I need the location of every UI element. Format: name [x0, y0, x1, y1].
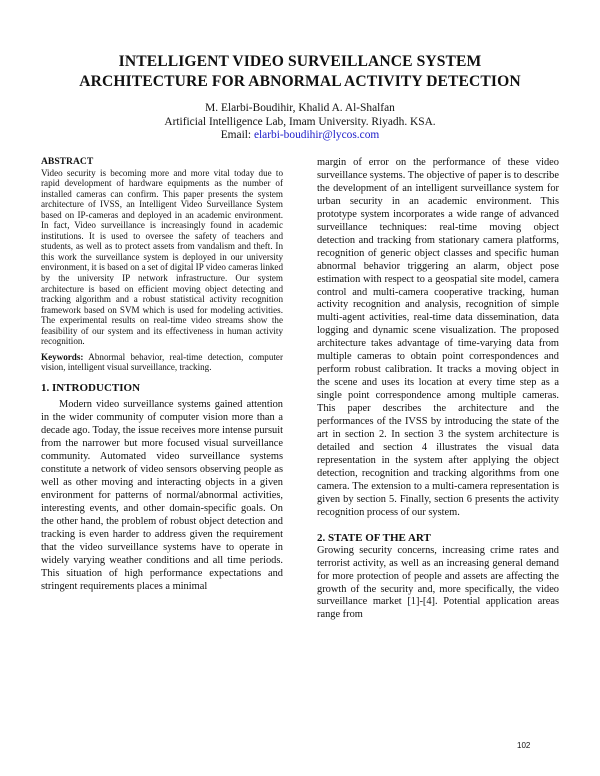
author-block [0, 102, 600, 143]
paper-title [0, 52, 600, 92]
state-of-art-heading: 2. STATE OF THE ART [317, 531, 431, 544]
intro-heading: 1. INTRODUCTION [41, 381, 141, 394]
author-names: M. Elarbi-Boudihir, Khalid A. Al-Shalfan [205, 102, 395, 114]
page-number: 102 [517, 741, 531, 750]
abstract-heading: ABSTRACT [41, 156, 94, 167]
email-label: Email: [220, 129, 252, 142]
title-line-1: INTELLIGENT VIDEO SURVEILLANCE SYSTEM [118, 53, 482, 70]
left-column [41, 157, 283, 594]
author-affiliation: Artificial Intelligence Lab, Imam University. Riyadh. KSA. [164, 115, 436, 128]
intro-body-right: margin of error on the performance of these video surveillance systems. The objective of paper is to describe the development of an intelligent surveillance system for urban security in an academic environment. This prototype system incorporates a wide range of advanced surveillance techniques: real-time moving object detection and tracking from stationary camera platforms, recognition of generic object classes and specific human abnormal behavior triggering an alarm, object pose estimation with respect to a geospatial site model, camera control and multi-camera cooperative tracking, human activity recognition and analysis, recognition of simple multi-agent activities, real-time data dissemination, data logging and dynamic scene visualization. The proposed architecture takes advantage of time-varying data from multiple cameras to obtain point correspondences and perform robust calibration. It tracks a moving object in the scene and uses its location at every time step as a single point correspondence among multiple cameras. This paper describes the architecture and the performances of the IVSS by introducing the state of the art in section 2. In section 3 the system architecture is detailed and section 4 illustrates the visual data representation in the system after applying the object detection, recognition and tracking algorithms from one camera. The extension to a multi-camera representation is given by section 5. Finally, section 6 presents the activity recognition process of our system. [317, 157, 559, 518]
author-email-line [0, 129, 600, 143]
title-line-2: ARCHITECTURE FOR ABNORMAL ACTIVITY DETECTION [79, 73, 521, 90]
keywords-text: Abnormal behavior, real-time detection, computer vision, intelligent visual surveillance, tracking. [41, 351, 283, 373]
state-of-art-body: Growing security concerns, increasing crime rates and terrorist activity, as well as an increasing general demand for more protection of people and assets are affecting the growth of the security and, more specifically, the video surveillance market [1]-[4]. Potential application areas range from [317, 544, 559, 621]
keywords [41, 352, 283, 373]
keywords-label: Keywords: [41, 351, 84, 362]
email-link[interactable]: elarbi-boudihir@lycos.com [253, 129, 380, 142]
intro-body-left: Modern video surveillance systems gained attention in the wider community of computer vision more than a decade ago. Today, the issue receives more intense pursuit from the narrower but more focused visual surveillance community. Automated video surveillance systems constitute a network of video sensors observing people as well as other moving and interacting objects in a given environment for patterns of normal/abnormal activities, interesting events, and other domain-specific goals. On the other hand, the problem of robust object detection and tracking is even harder to address given the requirement that the video surveillance systems have to operate in widely varying weather conditions and all time periods. This situation of high performance expectations and stringent requirements places a minimal [41, 399, 283, 592]
abstract-body: Video security is becoming more and more vital today due to rapid development of hardware equipments as the number of installed cameras can confirm. This paper presents the system architecture of IVSS, an Intelligent Video Surveillance System based on IP-cameras and deployed in an academic environment. In fact, Video surveillance is increasingly found in academic institutions. It is used to oversee the safety of teachers and students, as well as to protect assets from vandalism and theft. In this work the surveillance system is deployed in our university environment, it is based on a set of digital IP video cameras linked by the university IP network infrastructure. Our system architecture is based on efficient moving object detecting and tracking algorithm and a robust statistical activity recognition framework based on SVM which is used for modeling activities. The experimental results on real-time video streams show the feasibility of our system and its effectiveness in human activity recognition. [41, 167, 283, 347]
right-column [317, 157, 559, 622]
